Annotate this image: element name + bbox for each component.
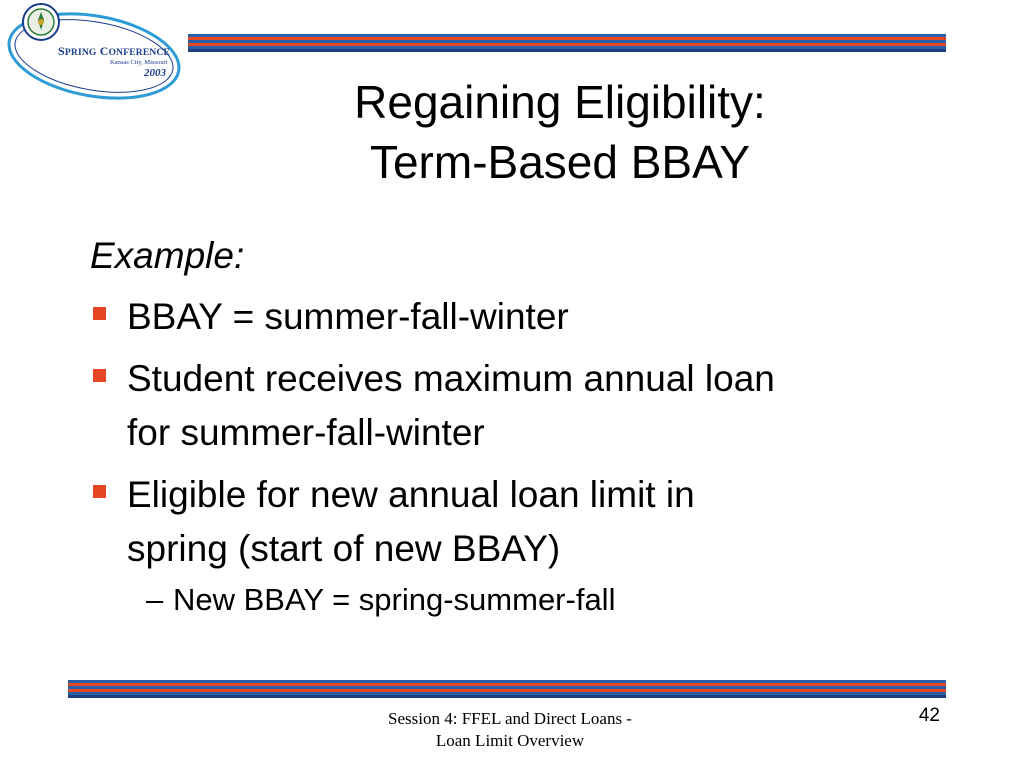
square-bullet-icon <box>93 369 106 382</box>
bullet-text: BBAY = summer-fall-winter <box>127 296 569 337</box>
bullet-item <box>90 290 950 344</box>
slide-title-line2: Term-Based BBAY <box>369 136 751 188</box>
square-bullet-icon <box>93 307 106 320</box>
slide-footer <box>340 708 680 752</box>
bullet-text: for summer-fall-winter <box>127 412 485 453</box>
bullet-text: spring (start of new BBAY) <box>127 528 561 569</box>
slide-title <box>240 72 880 192</box>
example-label: Example: <box>90 235 245 276</box>
logo-year: 2003 <box>144 67 166 79</box>
slide-title-line1: Regaining Eligibility: <box>354 76 766 128</box>
dash-bullet-icon: – <box>146 582 164 617</box>
bottom-decorative-band <box>68 680 946 698</box>
sub-bullet-item <box>90 578 950 622</box>
top-decorative-band <box>188 34 946 52</box>
logo-title: SPRING CONFERENCE <box>58 44 171 58</box>
square-bullet-icon <box>93 485 106 498</box>
bullet-text: Student receives maximum annual loan <box>127 358 775 399</box>
slide-body <box>90 230 950 622</box>
spring-conference-logo <box>0 0 200 110</box>
bullet-item <box>90 468 950 576</box>
footer-line2: Loan Limit Overview <box>435 731 585 750</box>
logo-location: Kansas City, Missouri <box>110 59 168 66</box>
sub-bullet-text: New BBAY = spring-summer-fall <box>173 582 616 617</box>
page-number: 42 <box>918 705 940 726</box>
bullet-text: Eligible for new annual loan limit in <box>127 474 695 515</box>
footer-line1: Session 4: FFEL and Direct Loans - <box>388 709 632 728</box>
bullet-item <box>90 352 950 460</box>
